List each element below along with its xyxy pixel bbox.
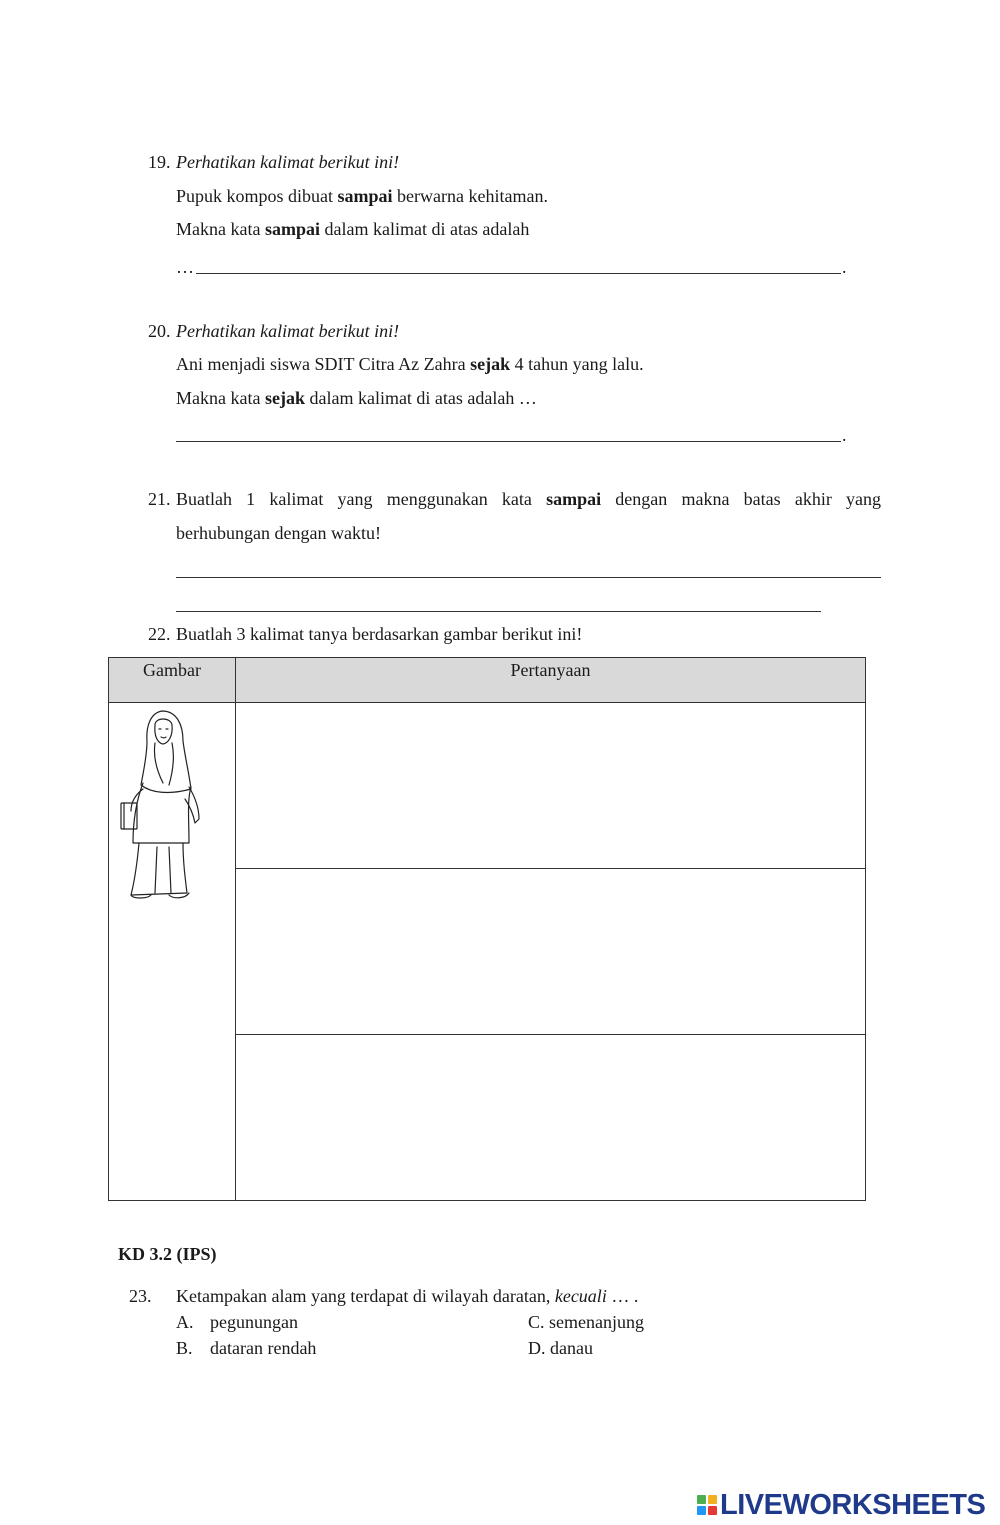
q22-number: 22. xyxy=(148,624,171,644)
option-b-text[interactable]: dataran rendah xyxy=(210,1338,317,1358)
q20-end-dot: . xyxy=(842,425,847,445)
q23-text: Ketampakan alam yang terdapat di wilayah daratan, kecuali … . xyxy=(176,1286,639,1306)
option-a-letter[interactable]: A. xyxy=(176,1312,194,1332)
q21-answer-line-1[interactable] xyxy=(176,577,881,578)
option-d[interactable]: D. danau xyxy=(528,1338,593,1358)
question-table xyxy=(108,657,866,1201)
q20-sentence: Ani menjadi siswa SDIT Citra Az Zahra sejak 4 tahun yang lalu. xyxy=(176,354,644,374)
q19-end-dot: . xyxy=(842,257,847,277)
q20-instruction: Perhatikan kalimat berikut ini! xyxy=(176,321,400,341)
q19-ellipsis: … xyxy=(176,257,194,277)
q20-answer-line[interactable] xyxy=(176,441,841,442)
question-answer-cell-1[interactable] xyxy=(236,703,866,869)
section-title: KD 3.2 (IPS) xyxy=(118,1244,217,1264)
girl-illustration xyxy=(117,707,227,907)
q21-answer-line-2[interactable] xyxy=(176,611,821,612)
q23-number: 23. xyxy=(129,1286,152,1306)
option-c[interactable]: C. semenanjung xyxy=(528,1312,644,1332)
q22-text: Buatlah 3 kalimat tanya berdasarkan gambar berikut ini! xyxy=(176,624,583,644)
q19-answer-line[interactable] xyxy=(196,273,841,274)
q19-sentence: Pupuk kompos dibuat sampai berwarna kehitaman. xyxy=(176,186,548,206)
option-b-letter[interactable]: B. xyxy=(176,1338,193,1358)
q21-line1: Buatlah 1 kalimat yang menggunakan kata sampai dengan makna batas akhir yang xyxy=(176,489,882,509)
q19-prompt: Makna kata sampai dalam kalimat di atas adalah xyxy=(176,219,530,239)
q20-prompt: Makna kata sejak dalam kalimat di atas adalah … xyxy=(176,388,537,408)
liveworksheets-logo xyxy=(697,1489,985,1521)
q21-number: 21. xyxy=(148,489,171,509)
logo-block xyxy=(697,1495,706,1504)
q19-instruction: Perhatikan kalimat berikut ini! xyxy=(176,152,400,172)
q19-number: 19. xyxy=(148,152,171,172)
table-header-question: Pertanyaan xyxy=(236,658,866,703)
question-answer-cell-3[interactable] xyxy=(236,1035,866,1201)
table-header-image: Gambar xyxy=(109,658,236,703)
logo-text: LIVEWORKSHEETS xyxy=(720,1488,986,1521)
q21-line2: berhubungan dengan waktu! xyxy=(176,523,381,543)
logo-block xyxy=(708,1495,717,1504)
image-cell xyxy=(109,703,236,1201)
option-a-text[interactable]: pegunungan xyxy=(210,1312,298,1332)
logo-blocks-icon xyxy=(697,1495,717,1515)
logo-block xyxy=(697,1506,706,1515)
logo-block xyxy=(708,1506,717,1515)
question-answer-cell-2[interactable] xyxy=(236,869,866,1035)
q20-number: 20. xyxy=(148,321,171,341)
